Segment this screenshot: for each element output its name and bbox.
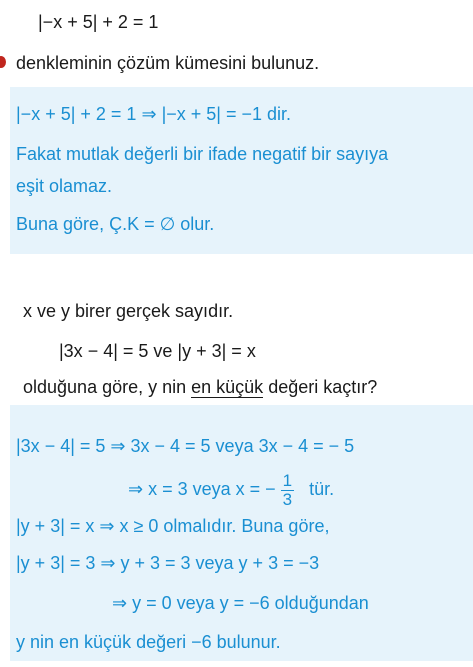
p2-line2-pre: ⇒ x = 3 veya x = −: [128, 479, 276, 499]
problem1-prompt: denkleminin çözüm kümesini bulunuz.: [16, 53, 320, 73]
question-before: olduğuna göre, y nin: [23, 377, 192, 397]
p2-solution-line1: |3x − 4| = 5 ⇒ 3x − 4 = 5 veya 3x − 4 = − 5: [16, 436, 355, 456]
p2-solution-line2: [128, 469, 334, 509]
p2-solution-line6: y nin en küçük değeri −6 bulunur.: [16, 632, 281, 652]
p1-solution-line3: eşit olamaz.: [16, 176, 113, 196]
fraction-denominator: 3: [282, 489, 293, 509]
problem2-intro: x ve y birer gerçek sayıdır.: [23, 301, 234, 321]
p1-solution-line1: [16, 103, 291, 125]
implies-arrow: ⇒: [141, 104, 157, 124]
problem2-question: [23, 376, 377, 398]
p2-solution-line5: ⇒ y = 0 veya y = −6 olduğundan: [112, 593, 369, 613]
fraction: [281, 472, 294, 509]
fraction-numerator: 1: [282, 470, 293, 490]
p2-solution-line3: |y + 3| = x ⇒ x ≥ 0 olmalıdır. Buna göre,: [16, 516, 330, 536]
p2-line2-post: tür.: [309, 479, 335, 499]
p2-solution-line4: |y + 3| = 3 ⇒ y + 3 = 3 veya y + 3 = −3: [16, 553, 320, 573]
p1-line1-left: |−x + 5| + 2 = 1: [16, 104, 137, 124]
problem1-equation: |−x + 5| + 2 = 1: [38, 12, 159, 32]
p1-solution-line2: Fakat mutlak değerli bir ifade negatif bir sayıya: [16, 144, 389, 164]
p1-line1-right: |−x + 5| = −1 dir.: [161, 104, 291, 124]
question-underlined: en küçük: [191, 377, 264, 397]
p1-solution-line4: Buna göre, Ç.K = ∅ olur.: [16, 214, 215, 234]
bullet-marker: [0, 56, 6, 68]
problem2-solution-box: [10, 405, 473, 661]
problem2-condition: |3x − 4| = 5 ve |y + 3| = x: [59, 341, 256, 361]
question-after: değeri kaçtır?: [263, 377, 378, 397]
problem1-solution-box: [10, 87, 473, 254]
